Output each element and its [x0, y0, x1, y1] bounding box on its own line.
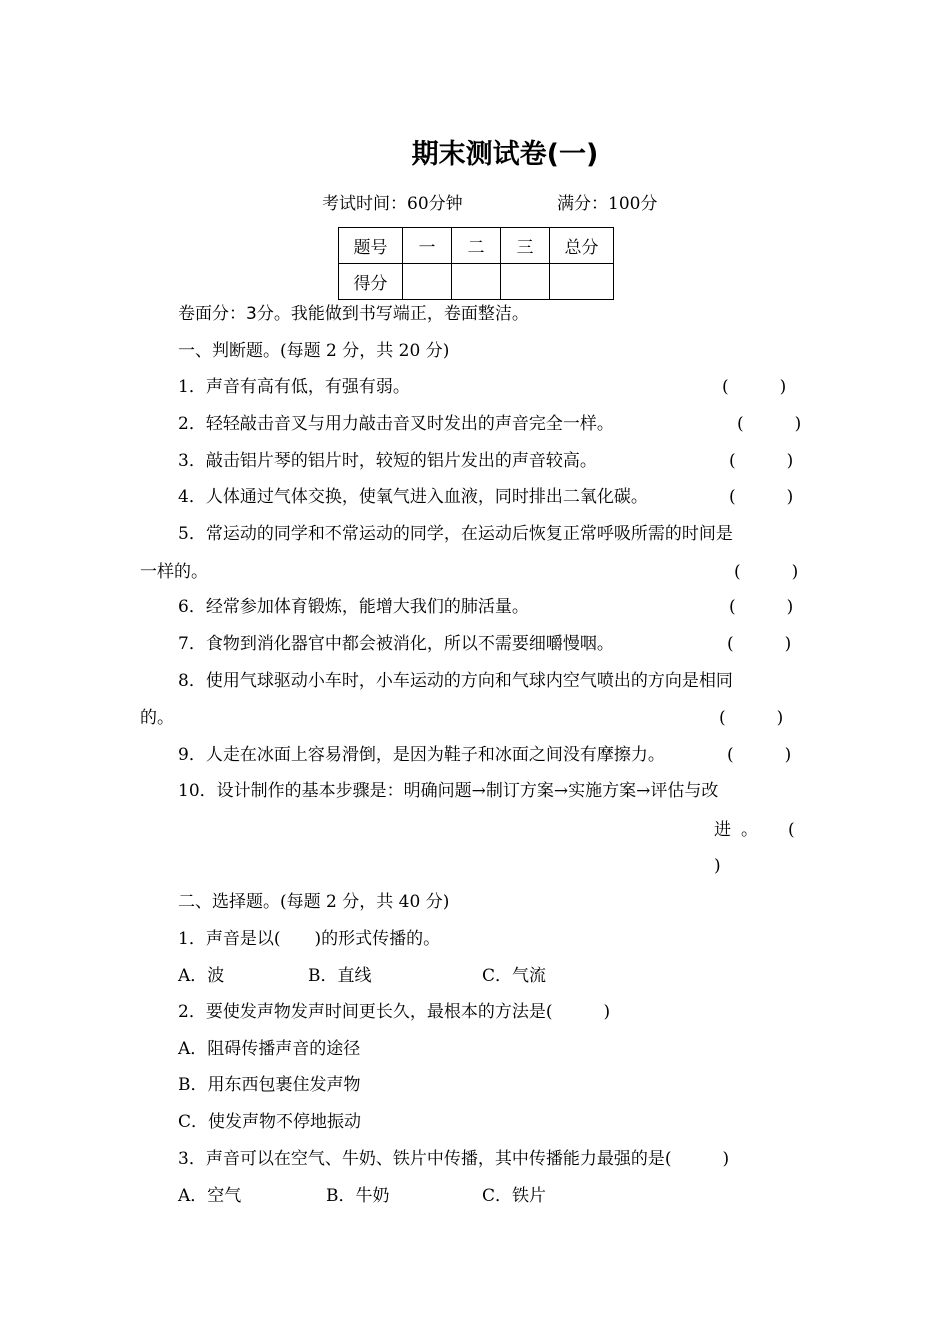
list-item-continuation: 一样的。	[140, 562, 208, 582]
score-row-label: 得分	[339, 264, 403, 300]
table-header-cell: 三	[501, 228, 550, 264]
list-item: 9．人走在冰面上容易滑倒，是因为鞋子和冰面之间没有摩擦力。	[178, 745, 665, 765]
list-item-continuation: 的。	[140, 708, 174, 728]
question-stem: 2．要使发声物发声时间更长久，最根本的方法是( )	[178, 1002, 611, 1022]
table-header-cell: 一	[403, 228, 452, 264]
score-cell[interactable]	[550, 264, 614, 300]
list-item: 4．人体通过气体交换，使氧气进入血液，同时排出二氧化碳。	[178, 487, 648, 507]
score-table-header-row	[339, 228, 614, 264]
answer-blank-open[interactable]: (	[788, 820, 795, 840]
list-item: 10．设计制作的基本步骤是：明确问题→制订方案→实施方案→评估与改	[178, 781, 719, 801]
section2-meta: (每题 2 分，共 40 分)	[280, 892, 450, 912]
list-item: 3．敲击铝片琴的铝片时，较短的铝片发出的声音较高。	[178, 451, 597, 471]
section2-heading	[178, 890, 449, 914]
option-c[interactable]: C．使发声物不停地振动	[178, 1112, 362, 1132]
option-c[interactable]: C．气流	[482, 966, 547, 986]
option-b[interactable]: B．直线	[308, 966, 372, 986]
section1-title: 一、判断题。	[178, 341, 280, 361]
option-b[interactable]: B．用东西包裹住发声物	[178, 1075, 361, 1095]
answer-blank[interactable]: ( )	[729, 487, 794, 507]
answer-blank-close: )	[714, 856, 721, 876]
list-item: 1．声音有高有低，有强有弱。	[178, 377, 410, 397]
table-header-cell: 总分	[550, 228, 614, 264]
section2-title: 二、选择题。	[178, 892, 280, 912]
option-b[interactable]: B．牛奶	[326, 1186, 390, 1206]
score-table-score-row	[339, 264, 614, 300]
option-c[interactable]: C．铁片	[482, 1186, 547, 1206]
list-item-continuation: 进。	[714, 820, 768, 840]
question-stem: 1．声音是以( )的形式传播的。	[178, 929, 441, 949]
exam-time: 考试时间：60分钟	[322, 194, 463, 214]
list-item: 2．轻轻敲击音叉与用力敲击音叉时发出的声音完全一样。	[178, 414, 614, 434]
list-item: 6．经常参加体育锻炼，能增大我们的肺活量。	[178, 597, 529, 617]
answer-blank[interactable]: ( )	[727, 745, 792, 765]
answer-blank[interactable]: ( )	[729, 597, 794, 617]
answer-blank[interactable]: ( )	[727, 634, 792, 654]
option-a[interactable]: A．阻碍传播声音的途径	[178, 1039, 361, 1059]
answer-blank[interactable]: ( )	[737, 414, 802, 434]
option-a[interactable]: A．波	[178, 966, 225, 986]
score-cell[interactable]	[452, 264, 501, 300]
page-title: 期末测试卷(一)	[411, 139, 599, 170]
option-a[interactable]: A．空气	[178, 1186, 242, 1206]
score-table	[338, 227, 614, 300]
answer-blank[interactable]: ( )	[729, 451, 794, 471]
score-cell[interactable]	[501, 264, 550, 300]
table-header-cell: 题号	[339, 228, 403, 264]
full-score: 满分：100分	[557, 194, 658, 214]
table-header-cell: 二	[452, 228, 501, 264]
score-cell[interactable]	[403, 264, 452, 300]
answer-blank[interactable]: ( )	[734, 562, 799, 582]
answer-blank[interactable]: ( )	[719, 708, 784, 728]
list-item: 5．常运动的同学和不常运动的同学，在运动后恢复正常呼吸所需的时间是	[178, 524, 733, 544]
section1-meta: (每题 2 分，共 20 分)	[280, 341, 450, 361]
answer-blank[interactable]: ( )	[722, 377, 787, 397]
question-stem: 3．声音可以在空气、牛奶、铁片中传播，其中传播能力最强的是( )	[178, 1149, 730, 1169]
neatness-note: 卷面分：3分。我能做到书写端正，卷面整洁。	[178, 304, 529, 324]
list-item: 8．使用气球驱动小车时，小车运动的方向和气球内空气喷出的方向是相同	[178, 671, 733, 691]
list-item: 7．食物到消化器官中都会被消化，所以不需要细嚼慢咽。	[178, 634, 614, 654]
section1-heading	[178, 339, 449, 363]
